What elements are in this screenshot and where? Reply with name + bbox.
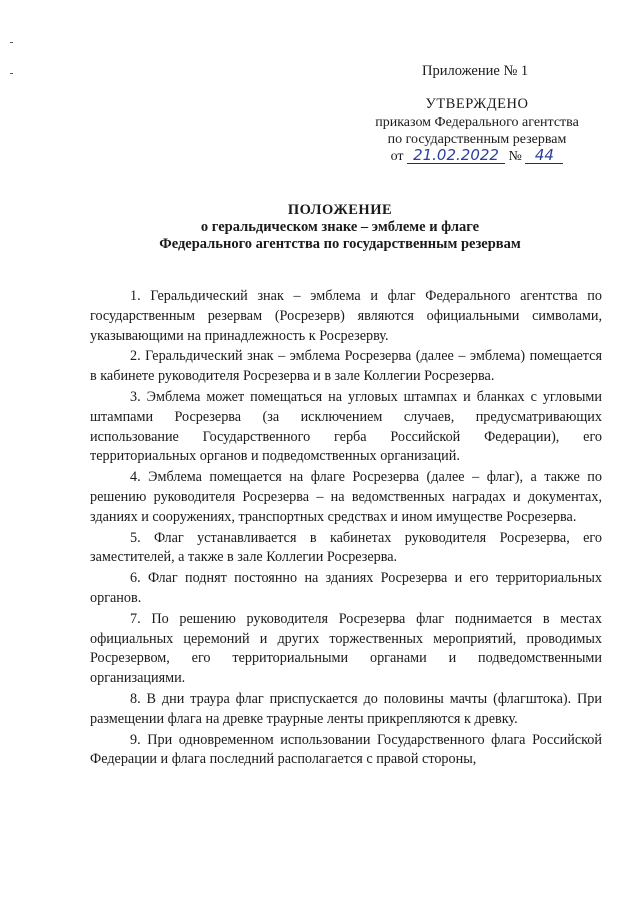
scan-speck — [10, 42, 13, 43]
title-line-2: о геральдическом знаке – эмблеме и флаге — [200, 219, 480, 235]
paragraph-1: 1. Геральдический знак – эмблема и флаг Федерального агентства по государственным резервам (Росрезерв) являются официальными символами, указывающими на принадлежность к Росрезерву. — [90, 288, 602, 344]
order-line-1: приказом Федерального агентства — [375, 115, 579, 130]
order-date-number-line — [352, 148, 602, 165]
paragraph-9: 9. При одновременном использовании Государственного флага Российской Федерации и флага последний располагается с правой стороны, — [90, 731, 602, 768]
document-title — [40, 202, 640, 253]
paragraph-3: 3. Эмблема может помещаться на угловых штампах и бланках с угловыми штампами Росрезерва (за исключением случаев, предусматривающих использование Государственного герба Российской Федерации), его территориальных органов и подведомственных организаций. — [90, 388, 602, 465]
from-label: от — [390, 149, 404, 164]
approved-heading: УТВЕРЖДЕНО — [425, 96, 529, 112]
paragraph-6: 6. Флаг поднят постоянно на зданиях Росрезерва и его территориальных органов. — [90, 570, 602, 606]
scan-speck — [10, 73, 13, 74]
paragraph-2: 2. Геральдический знак – эмблема Росрезерва (далее – эмблема) помещается в кабинете руководителя Росрезерва и в зале Коллегии Росрезерва. — [90, 348, 602, 385]
document-body — [90, 287, 602, 771]
handwritten-number: 44 — [525, 148, 563, 164]
annex-label: Приложение № 1 — [422, 63, 529, 79]
approval-block — [352, 96, 602, 165]
title-line-3: Федерального агентства по государственным резервам — [159, 236, 521, 252]
order-line-2: по государственным резервам — [387, 132, 567, 147]
paragraph-4: 4. Эмблема помещается на флаге Росрезерва (далее – флаг), а также по решению руководителя Росрезерва – на ведомственных наградах и документах, зданиях и сооружениях, транспортных средствах и ином имуществе Росрезерва. — [90, 469, 602, 525]
paragraph-8: 8. В дни траура флаг приспускается до половины мачты (флагштока). При размещении флага на древке траурные ленты прикрепляются к древку. — [90, 690, 602, 727]
paragraph-7: 7. По решению руководителя Росрезерва флаг поднимается в местах официальных церемоний и других торжественных мероприятий, проводимых Росрезервом, его территориальными органами и подведомственными организациями. — [90, 610, 602, 687]
number-label: № — [508, 149, 522, 164]
title-line-1: ПОЛОЖЕНИЕ — [287, 202, 393, 218]
paragraph-5: 5. Флаг устанавливается в кабинетах руководителя Росрезерва, его заместителей, а также в зале Коллегии Росрезерва. — [90, 529, 602, 566]
handwritten-date: 21.02.2022 — [407, 148, 505, 164]
